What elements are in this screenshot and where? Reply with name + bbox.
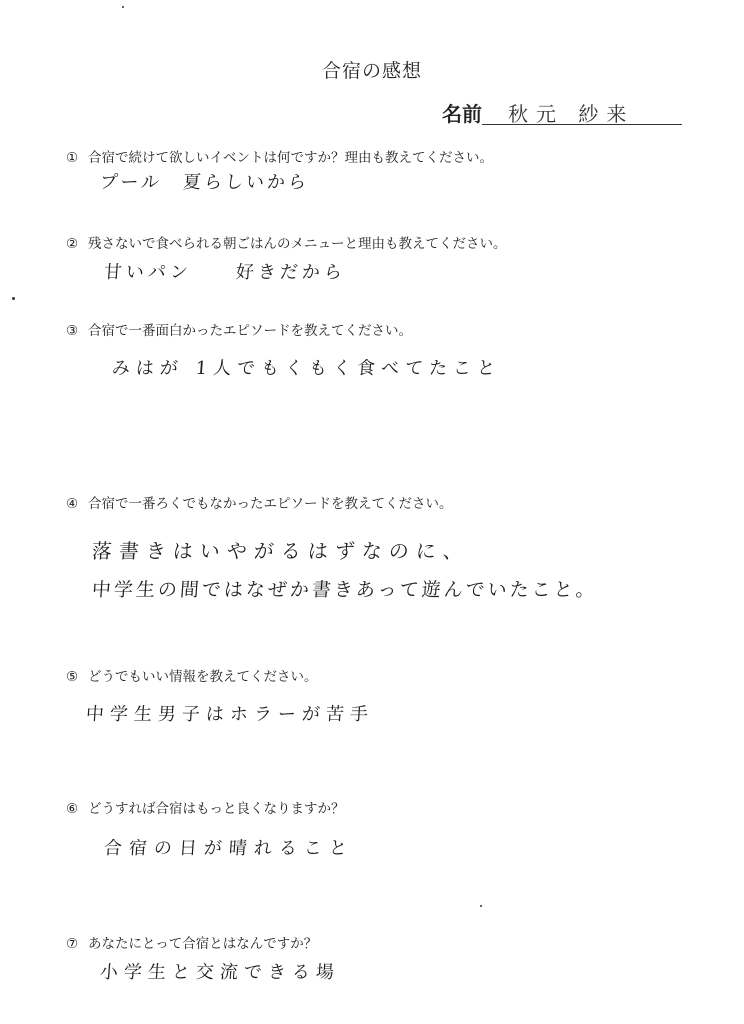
question-3: [66, 319, 412, 339]
answer-3: みはが 1人でもくもく食べてたこと: [111, 358, 502, 379]
question-6-number: ⑥: [66, 801, 79, 817]
answer-4-line-1: 落書きはいやがるはずなのに、: [91, 539, 471, 563]
question-7-text: あなたにとって合宿とはなんですか？: [88, 936, 318, 952]
question-4-number: ④: [66, 496, 79, 512]
question-6: [66, 797, 345, 817]
question-7-number: ⑦: [66, 936, 79, 952]
question-1: [66, 146, 493, 166]
question-5-text: どうでもいい情報を教えてください。: [88, 669, 318, 685]
answer-6: 合宿の日が晴れること: [103, 838, 355, 859]
question-2-text: 残さないで食べられる朝ごはんのメニューと理由も教えてください。: [88, 236, 507, 252]
question-7: [66, 932, 317, 952]
question-1-text: 合宿で続けて欲しいイベントは何ですか？理由も教えてください。: [88, 150, 493, 166]
name-value-handwritten: 秋元 紗来: [508, 102, 635, 126]
answer-1: プール 夏らしいから: [99, 172, 310, 193]
question-2-number: ②: [66, 236, 79, 252]
question-6-text: どうすれば合宿はもっと良くなりますか？: [88, 801, 345, 817]
answer-5: 中学生男子はホラーが苦手: [85, 704, 375, 725]
name-underline: [482, 124, 682, 125]
answer-4-line-2: 中学生の間ではなぜか書きあって遊んでいたこと。: [91, 579, 599, 601]
name-field: [442, 96, 682, 130]
question-3-number: ③: [66, 323, 79, 339]
scan-speck: [122, 6, 124, 8]
answer-2: 甘いパン 好きだから: [103, 262, 347, 283]
question-4: [66, 492, 453, 512]
question-3-text: 合宿で一番面白かったエピソードを教えてください。: [88, 323, 412, 339]
scan-speck: [480, 905, 482, 907]
question-1-number: ①: [66, 150, 79, 166]
question-2: [66, 232, 507, 252]
page-title: 合宿の感想: [321, 60, 422, 82]
answer-7: 小学生と交流できる場: [99, 962, 341, 983]
question-4-text: 合宿で一番ろくでもなかったエピソードを教えてください。: [88, 496, 453, 512]
question-5-number: ⑤: [66, 669, 79, 685]
name-label: 名前: [442, 102, 482, 126]
question-5: [66, 665, 318, 685]
scan-speck: [12, 297, 15, 300]
